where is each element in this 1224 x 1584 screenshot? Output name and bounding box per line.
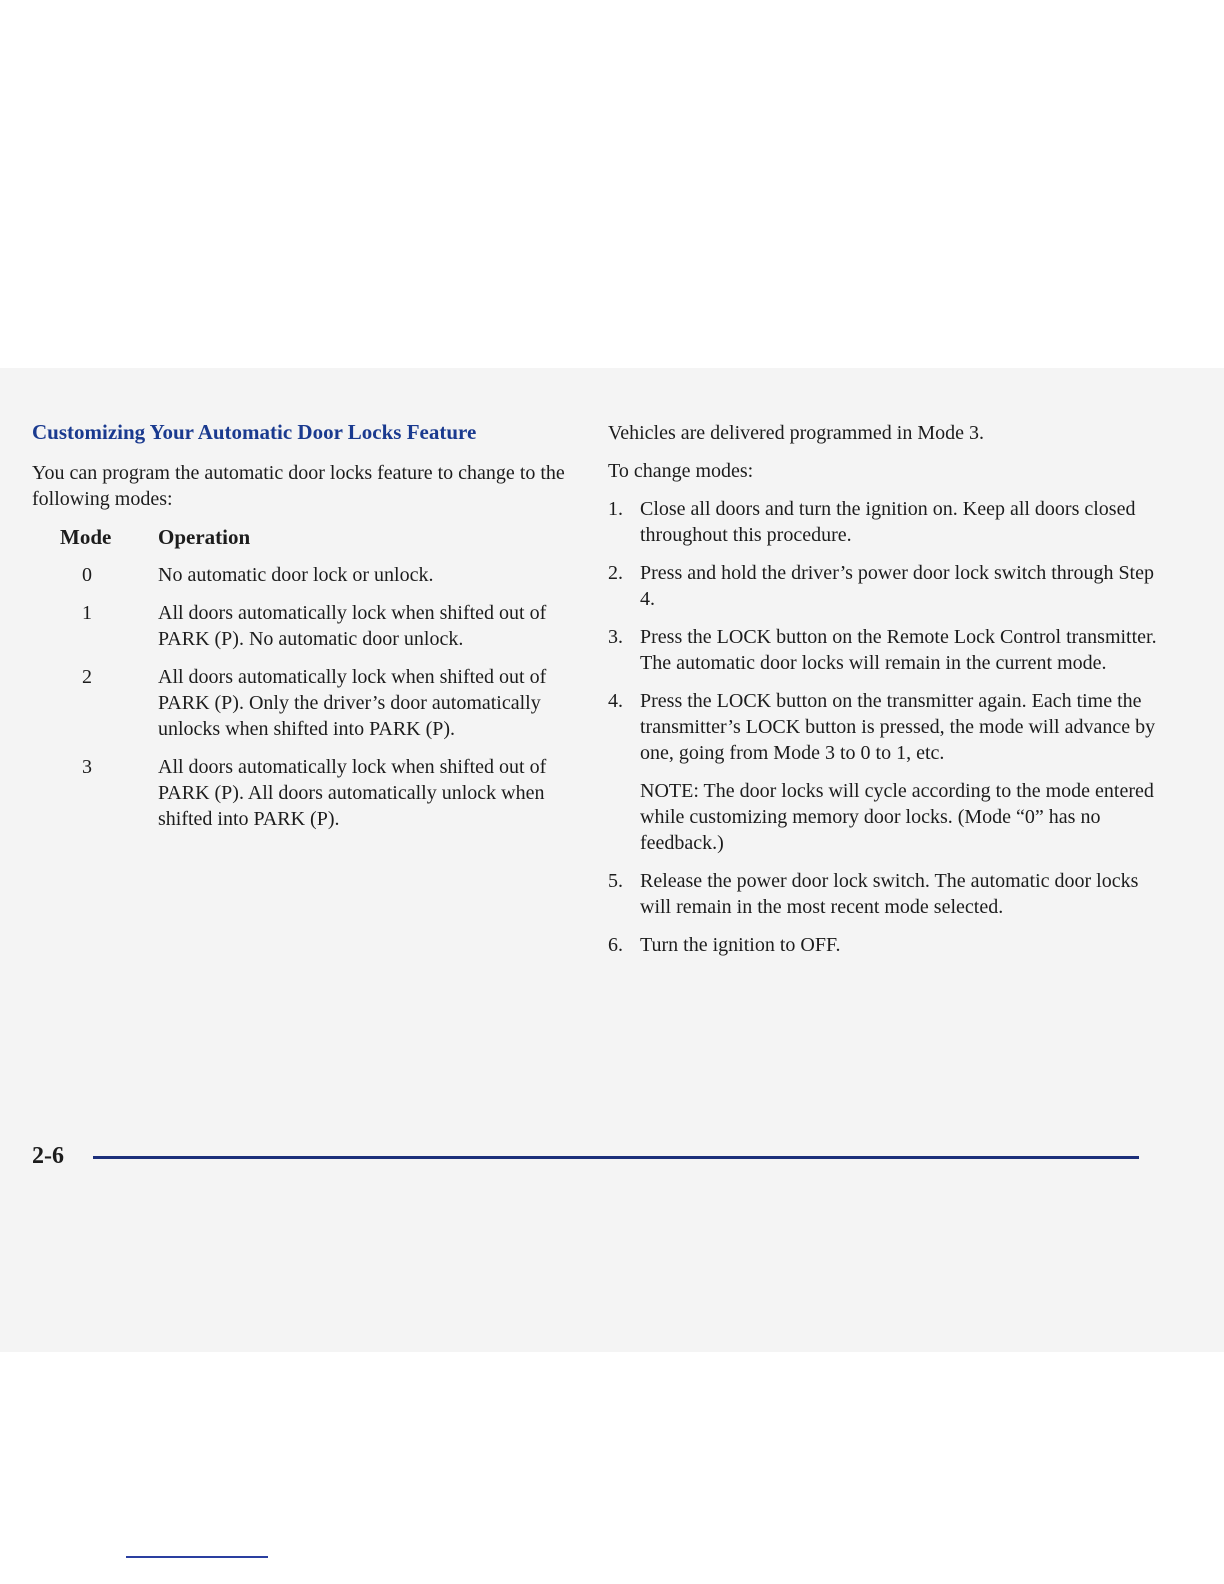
step-number: 3. bbox=[608, 626, 623, 648]
mode-operation: No automatic door lock or unlock. bbox=[158, 564, 434, 586]
step-number: 4. bbox=[608, 690, 623, 712]
step-text: Turn the ignition to OFF. bbox=[640, 934, 841, 956]
delivered-mode-text: Vehicles are delivered programmed in Mode 3. bbox=[608, 422, 984, 444]
step-body bbox=[640, 932, 1168, 958]
step-item bbox=[608, 932, 1168, 958]
section-title: Customizing Your Automatic Door Locks Feature bbox=[32, 420, 477, 444]
intro-paragraph: You can program the automatic door locks feature to change to the following modes: bbox=[32, 462, 565, 510]
step-item bbox=[608, 496, 1168, 548]
mode-operation: All doors automatically lock when shifted out of PARK (P). No automatic door unlock. bbox=[158, 602, 547, 650]
right-column bbox=[608, 420, 1168, 970]
step-text: Press the LOCK button on the Remote Lock Control transmitter. The automatic door locks will remain in the current mode. bbox=[640, 626, 1157, 674]
bottom-divider bbox=[126, 1556, 268, 1558]
mode-row bbox=[32, 754, 572, 832]
step-item bbox=[608, 560, 1168, 612]
step-item bbox=[608, 868, 1168, 920]
operation-column-header: Operation bbox=[158, 525, 251, 549]
mode-row bbox=[32, 562, 572, 588]
step-body bbox=[640, 560, 1168, 612]
step-body bbox=[640, 688, 1168, 856]
step-body bbox=[640, 868, 1168, 920]
change-modes-intro: To change modes: bbox=[608, 460, 754, 482]
step-body bbox=[640, 496, 1168, 548]
footer-rule bbox=[93, 1156, 1139, 1159]
step-text: Press the LOCK button on the transmitter again. Each time the transmitter’s LOCK button is pressed, the mode will advance by one, going from Mode 3 to 0 to 1, etc. bbox=[640, 690, 1156, 764]
step-note: NOTE: The door locks will cycle according to the mode entered while customizing memory door locks. (Mode “0” has no feedback.) bbox=[640, 780, 1154, 854]
mode-row bbox=[32, 600, 572, 652]
step-text: Close all doors and turn the ignition on. Keep all doors closed throughout this procedure. bbox=[640, 498, 1136, 546]
mode-row bbox=[32, 664, 572, 742]
mode-number: 2 bbox=[82, 666, 92, 688]
page-number: 2-6 bbox=[32, 1143, 64, 1169]
mode-column-header: Mode bbox=[60, 525, 112, 549]
mode-number: 0 bbox=[82, 564, 92, 586]
mode-table-header bbox=[32, 524, 572, 550]
left-column bbox=[32, 418, 572, 844]
step-number: 2. bbox=[608, 562, 623, 584]
step-item bbox=[608, 688, 1168, 856]
mode-operation: All doors automatically lock when shifted out of PARK (P). Only the driver’s door automatically unlocks when shifted into PARK (P). bbox=[158, 666, 547, 740]
step-text: Release the power door lock switch. The automatic door locks will remain in the most recent mode selected. bbox=[640, 870, 1139, 918]
step-number: 1. bbox=[608, 498, 623, 520]
steps-list bbox=[608, 496, 1168, 958]
mode-table bbox=[32, 524, 572, 832]
step-number: 6. bbox=[608, 934, 623, 956]
mode-number: 3 bbox=[82, 756, 92, 778]
step-item bbox=[608, 624, 1168, 676]
step-text: Press and hold the driver’s power door lock switch through Step 4. bbox=[640, 562, 1154, 610]
step-number: 5. bbox=[608, 870, 623, 892]
step-body bbox=[640, 624, 1168, 676]
mode-number: 1 bbox=[82, 602, 92, 624]
mode-operation: All doors automatically lock when shifted out of PARK (P). All doors automatically unlock when shifted into PARK (P). bbox=[158, 756, 547, 830]
